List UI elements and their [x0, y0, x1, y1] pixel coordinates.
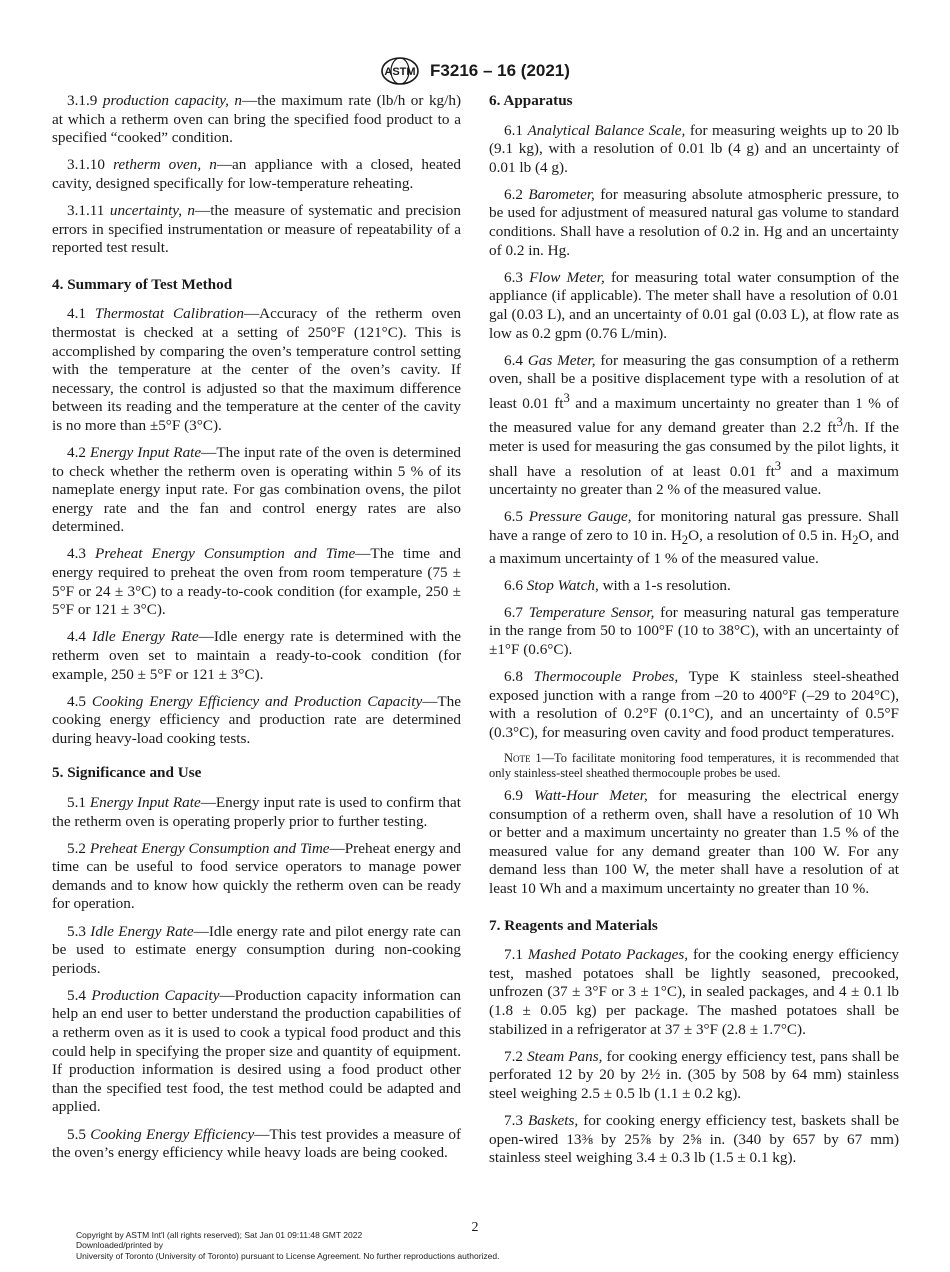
paragraph-4-1: 4.1 Thermostat Calibration—Accuracy of the retherm oven thermostat is checked at a setting of 250°F (121°C). This is accomplished by comparing the oven’s temperature control setting with the temperature at the center of the oven’s cavity. If necessary, the control is adjusted so that the maximum difference between its reading and the temperature at the center of the cavity is no more than ±5°F (3°C). [52, 305, 461, 434]
section-5-heading: 5. Significance and Use [52, 764, 202, 782]
paragraph-7-2: 7.2 Steam Pans, for cooking energy efficiency test, pans shall be perforated 12 by 20 by 2½ in. (305 by 508 by 64 mm) stainless steel weighing 2.5 ± 0.5 lb (1.1 ± 0.2 kg). [489, 1047, 899, 1102]
paragraph-6-5: 6.5 Pressure Gauge, for monitoring natural gas pressure. Shall have a range of zero to 10 in. $H_2O$, a resolution of 0.5 in. $H_2O$, and a maximum uncertainty of 1 % of the measured value. [489, 508, 899, 567]
paragraph-4-4: 4.4 Idle Energy Rate—Idle energy rate is determined with the retherm oven set to maintain a ready-to-cook condition (for example, 250 ± 5°F or 121 ± 3°C). [52, 628, 461, 683]
document-id: F3216 – 16 (2021) [430, 61, 570, 80]
section-7-heading: 7. Reagents and Materials [489, 916, 658, 934]
paragraph-4-5: 4.5 Cooking Energy Efficiency and Production Capacity—The cooking energy efficiency and production rate are determined during heavy-load cooking tests. [52, 692, 461, 747]
paragraph-5-2: 5.2 Preheat Energy Consumption and Time—Preheat energy and time can be useful to food service operators to manage power demands and to know how quickly the retherm oven can be ready for operation. [52, 839, 462, 913]
paragraph-5-5: 5.5 Cooking Energy Efficiency—This test provides a measure of the oven’s energy efficiency while heavy loads are being cooked. [52, 1125, 461, 1162]
paragraph-3-1-11: 3.1.11 uncertainty, n—the measure of systematic and precision errors in specified instrumentation or measure of repeatability of a reported test result. [52, 201, 461, 257]
footer-line-1: Copyright by ASTM Int'l (all rights reserved); Sat Jan 01 09:11:48 GMT 2022 [76, 1230, 363, 1240]
paragraph-4-3: 4.3 Preheat Energy Consumption and Time—The time and energy required to preheat the oven from room temperature (75 ± 5°F or 24 ± 3°C) to a ready-to-cook condition (for example, 250 ± 5°F or 121 ± 3°C). [52, 545, 461, 619]
astm-logo-icon [380, 56, 420, 86]
paragraph-5-3: 5.3 Idle Energy Rate—Idle energy rate and pilot energy rate can be used to estimate energy consumption during non-cooking periods. [52, 922, 462, 977]
paragraph-6-7: 6.7 Temperature Sensor, for measuring natural gas temperature in the range from 50 to 100°F (10 to 38°C), with an uncertainty of ±1°F (0.6°C). [489, 603, 899, 659]
footer-line-2: Downloaded/printed by [76, 1240, 163, 1251]
section-4-heading: 4. Summary of Test Method [52, 275, 233, 293]
paragraph-6-4: 6.4 Gas Meter, for measuring the gas consumption of a retherm oven, shall be a positive displacement type with a resolution of at least 0.01 $ft^3$ and a maximum uncertainty no greater than 1 % of the measured value for any demand greater than 2.2 $ft^3/h$. If the meter is used for measuring the gas consumed by the pilot lights, it shall have a resolution of at least 0.01 $ft^3$ and a maximum uncertainty no greater than 2 % of the measured value. [489, 351, 900, 499]
paragraph-6-3: 6.3 Flow Meter, for measuring total water consumption of the appliance (if applicable). The meter shall have a resolution of 0.01 gal (0.03 L), and an uncertainty of 0.01 gal (0.03 L), at flow rate as low as 0.2 gpm (0.76 L/min). [489, 268, 899, 342]
page-header [0, 56, 950, 86]
footer-line-3: University of Toronto (University of Toronto) pursuant to License Agreement. No further reproductions authorized. [76, 1250, 500, 1261]
paragraph-3-1-9: 3.1.9 production capacity, n—the maximum rate (lb/h or kg/h) at which a retherm oven can bring the specified food product to a specified “cooked” condition. [52, 92, 462, 147]
paragraph-7-3: 7.3 Baskets, for cooking energy efficiency test, baskets shall be open-wired 13⅜ by 25⅞ by 2⅝ in. (340 by 657 by 67 mm) stainless steel weighing 3.4 ± 0.3 lb (1.5 ± 0.1 kg). [489, 1111, 900, 1167]
paragraph-6-2: 6.2 Barometer, for measuring absolute atmospheric pressure, to be used for adjustment of measured natural gas volume to standard conditions. Shall have a resolution of 0.2 in. Hg and an uncertainty of 0.2 in. Hg. [489, 185, 900, 259]
paragraph-6-6: 6.6 Stop Watch, with a 1-s resolution. [504, 576, 731, 594]
paragraph-6-8: 6.8 Thermocouple Probes, Type K stainless steel-sheathed exposed junction with a range from –20 to 400°F (–29 to 204°C), with a resolution of 0.2°F (0.1°C), and an uncertainty of 0.5°F (0.3°C), for measuring oven cavity and food product temperatures. [489, 668, 900, 741]
paragraph-5-4: 5.4 Production Capacity—Production capacity information can help an end user to better understand the production capabilities of a retherm oven as it is used to cook a typical food product and this could help in specifying the proper size and quantity of equipment. If production information is desired using a food product other than the specified test food, the test method could be adapted and applied. [52, 986, 461, 1116]
paragraph-3-1-10: 3.1.10 retherm oven, n—an appliance with a closed, heated cavity, designed specifically for low-temperature reheating. [52, 156, 461, 192]
page-number: 2 [471, 1220, 479, 1235]
note-1: Note 1—To facilitate monitoring food temperatures, it is recommended that only stainless-steel sheathed thermocouple probes be used. [489, 751, 899, 781]
paragraph-6-1: 6.1 Analytical Balance Scale, for measuring weights up to 20 lb (9.1 kg), with a resolution of 0.01 lb (4 g) and an uncertainty of 0.01 lb (4 g). [489, 121, 899, 176]
right-column [489, 92, 899, 1176]
copyright-footer [76, 1230, 500, 1261]
paragraph-5-1: 5.1 Energy Input Rate—Energy input rate is used to confirm that the retherm oven is operating properly prior to further testing. [52, 794, 461, 830]
section-6-heading: 6. Apparatus [489, 92, 573, 109]
paragraph-7-1: 7.1 Mashed Potato Packages, for the cooking energy efficiency test, mashed potatoes shall be lightly seasoned, precooked, unfrozen (37 ± 3°F or 3 ± 1°C), in sealed packages, and 4 ± 0.1 lb (1.8 ± 0.05 kg) per package. The mashed potatoes shall be stabilized in a refrigerator at 37 ± 3°F (2.8 ± 1.7°C). [489, 946, 900, 1038]
paragraph-4-2: 4.2 Energy Input Rate—The input rate of the oven is determined to check whether the retherm oven is operating within 5 % of its nameplate energy input rate. For gas combination ovens, the pilot energy rate and the fan and control energy rates are also determined. [52, 444, 462, 536]
svg-text:ASTM: ASTM [384, 66, 416, 78]
left-column [52, 92, 461, 1171]
paragraph-6-9: 6.9 Watt-Hour Meter, for measuring the electrical energy consumption of a retherm oven, shall have a resolution of 10 Wh or better and a maximum uncertainty no greater than 1.5 % of the measured value for any demand greater than 100 W. For any demand less than 100 W, the meter shall have a resolution of at least 10 Wh and a maximum uncertainty no greater than 10 %. [489, 787, 899, 897]
